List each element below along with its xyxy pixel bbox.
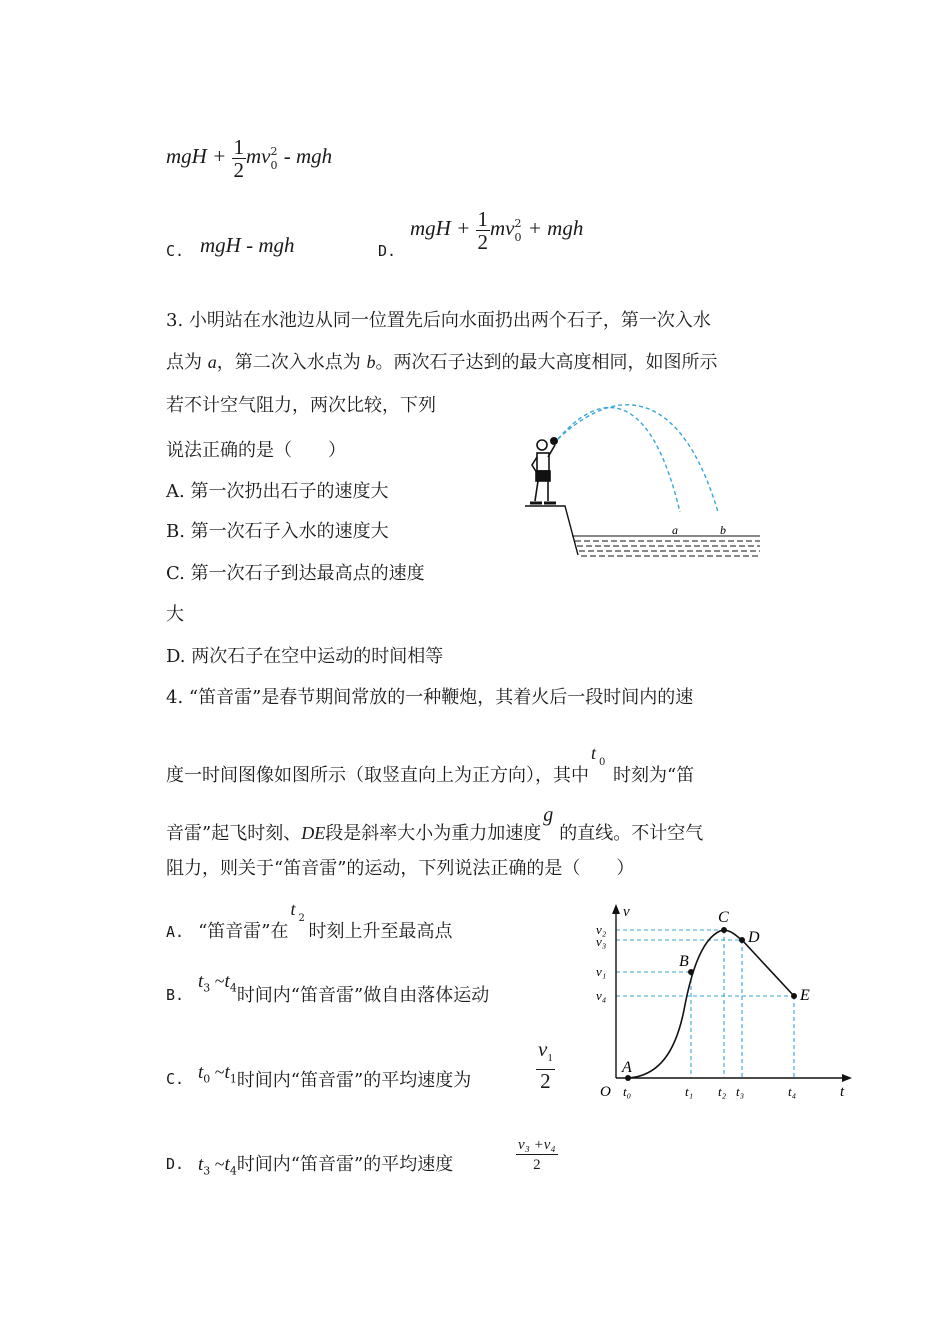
q4-option-a: A. “笛音雷”在 t 2 时刻上升至最高点 xyxy=(166,899,453,942)
q3-line3: 若不计空气阻力，两次比较，下列 xyxy=(166,395,436,416)
q4-line4: 阻力，则关于“笛音雷”的运动，下列说法正确的是（ ） xyxy=(166,858,635,879)
axis-v-label: v xyxy=(623,904,630,920)
x-label-t0: t₀ xyxy=(623,1084,632,1099)
y-label-v4: v₄ xyxy=(596,988,607,1003)
y-label-v2: v₂ xyxy=(596,922,607,937)
q3-line2: 点为 a，第二次入水点为 b。两次石子达到的最大高度相同，如图所示 xyxy=(166,352,718,373)
axis-t-label: t xyxy=(840,1084,845,1100)
x-label-t2: t₂ xyxy=(718,1084,727,1099)
q4-line3: 音雷”起飞时刻、DE段是斜率大小为重力加速度 g 的直线。不计空气 xyxy=(166,804,704,844)
ledge xyxy=(525,506,578,555)
q4-line1: 4. “笛音雷”是春节期间常放的一种鞭炮，其着火后一段时间内的速 xyxy=(166,687,694,708)
person-icon xyxy=(530,438,557,503)
point-b xyxy=(688,969,694,975)
point-e-label: E xyxy=(800,987,810,1004)
point-b-label: B xyxy=(679,953,689,970)
y-label-v3: v₃ xyxy=(596,934,607,949)
point-d xyxy=(739,937,745,943)
q3-option-b: B. 第一次石子入水的速度大 xyxy=(166,521,389,542)
q4-line2: 度一时间图像如图所示（取竖直向上为正方向），其中 t 0 时刻为“笛 xyxy=(166,743,695,786)
point-c xyxy=(721,927,727,933)
q4-option-d: $t_3$ $\sim t_4$时间内“笛音雷”的平均速度 xyxy=(198,1154,454,1178)
x-label-t1: t₁ xyxy=(685,1084,694,1099)
velocity-time-graph xyxy=(590,900,860,1105)
q4-option-c-fraction: $\frac{v_1}{2}$ xyxy=(538,1037,553,1094)
point-d-label: D xyxy=(748,929,760,946)
q4-option-b: $t_3$ $\sim t_4$时间内“笛音雷”做自由落体运动 xyxy=(198,971,490,1006)
q4-option-b-label: B. xyxy=(166,986,185,1004)
q4-option-d-label: D. xyxy=(166,1155,185,1173)
q3-option-c: C. 第一次石子到达最高点的速度 xyxy=(166,563,425,584)
option-c-formula: mgH - mgh xyxy=(200,233,295,257)
point-a-label: A xyxy=(622,1059,632,1076)
q3-option-a: A. 第一次扔出石子的速度大 xyxy=(166,481,389,502)
water-surface xyxy=(572,536,760,556)
option-d-label: D. xyxy=(378,242,397,260)
trajectory-b xyxy=(558,405,718,512)
q4-option-c-label: C. xyxy=(166,1070,185,1088)
option-d-formula: mgH + $\frac{1}{2}$ mv 2 0 + mgh xyxy=(410,207,584,254)
option-c-label: C. xyxy=(166,242,185,260)
q3-option-c-cont: 大 xyxy=(166,604,184,625)
origin-label: O xyxy=(600,1084,611,1100)
point-e xyxy=(791,993,797,999)
q3-option-d: D. 两次石子在空中运动的时间相等 xyxy=(166,646,444,667)
stone-throw-figure xyxy=(520,395,770,570)
option-b-formula: mgH + $\frac{1}{2}$ mv 2 0 - mgh xyxy=(166,135,333,182)
q4-option-d-fraction: $\frac{\text{v₃ +v₄}}{2}$ xyxy=(518,1137,556,1173)
q3-line1: 3. 小明站在水池边从同一位置先后向水面扔出两个石子，第一次入水 xyxy=(166,310,711,331)
velocity-curve xyxy=(628,930,794,1078)
y-label-v1: v₁ xyxy=(596,964,607,979)
point-c-label: C xyxy=(718,909,729,926)
x-label-t4: t₄ xyxy=(788,1084,797,1099)
point-b-label: b xyxy=(720,523,726,537)
q4-option-c: $t_0$ $\sim t_1$时间内“笛音雷”的平均速度为 xyxy=(198,1062,472,1091)
q3-line4: 说法正确的是（ ） xyxy=(166,440,346,461)
x-label-t3: t₃ xyxy=(736,1084,745,1099)
point-a-label: a xyxy=(672,523,678,537)
